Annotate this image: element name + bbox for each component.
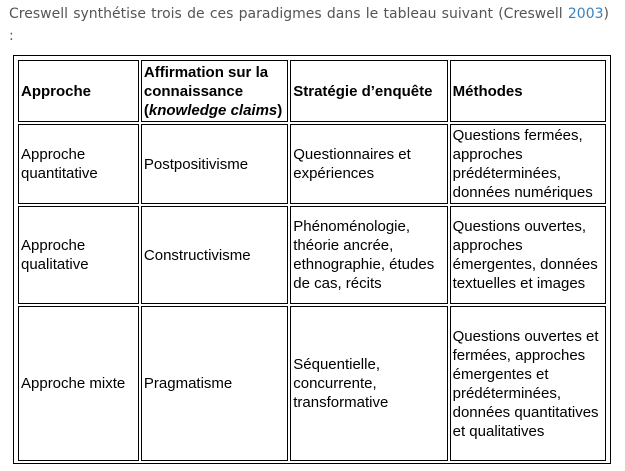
cell-approche: Approche quantitative (18, 124, 139, 204)
cell-methodes: Questions ouvertes et fermées, approches émergentes et prédéterminées, données quantitatives et qualitatives (450, 306, 606, 461)
cell-approche: Approche qualitative (18, 206, 139, 304)
intro-text: Creswell synthétise trois de ces paradigmes dans le tableau suivant (Creswell (9, 6, 568, 22)
cell-affirmation: Constructivisme (141, 206, 288, 304)
cell-methodes: Questions ouvertes, approches émergentes, données textuelles et images (450, 206, 606, 304)
table-header-row (18, 60, 606, 122)
intro-paragraph (9, 3, 609, 47)
table-row (18, 306, 606, 461)
cell-approche: Approche mixte (18, 306, 139, 461)
header-affirmation-emphasis: knowledge claims (148, 101, 278, 119)
paradigms-table (16, 58, 608, 463)
header-affirmation (141, 60, 288, 122)
header-affirmation-close: ) (277, 101, 283, 119)
header-approche: Approche (18, 60, 139, 122)
citation-link[interactable]: 2003 (567, 6, 604, 22)
paradigms-table-frame (13, 55, 611, 464)
cell-strategie: Phénoménologie, théorie ancrée, ethnographie, études de cas, récits (290, 206, 447, 304)
header-strategie: Stratégie d’enquête (290, 60, 447, 122)
table-row (18, 206, 606, 304)
cell-methodes: Questions fermées, approches prédéterminées, données numériques (450, 124, 606, 204)
intro-end: ) : (9, 6, 609, 44)
cell-affirmation: Postpositivisme (141, 124, 288, 204)
header-affirmation-text: Affirmation sur la connaissance ( (143, 63, 269, 119)
cell-strategie: Séquentielle, concurrente, transformative (290, 306, 447, 461)
table-row (18, 124, 606, 204)
header-methodes: Méthodes (450, 60, 606, 122)
cell-affirmation: Pragmatisme (141, 306, 288, 461)
cell-strategie: Questionnaires et expériences (290, 124, 447, 204)
